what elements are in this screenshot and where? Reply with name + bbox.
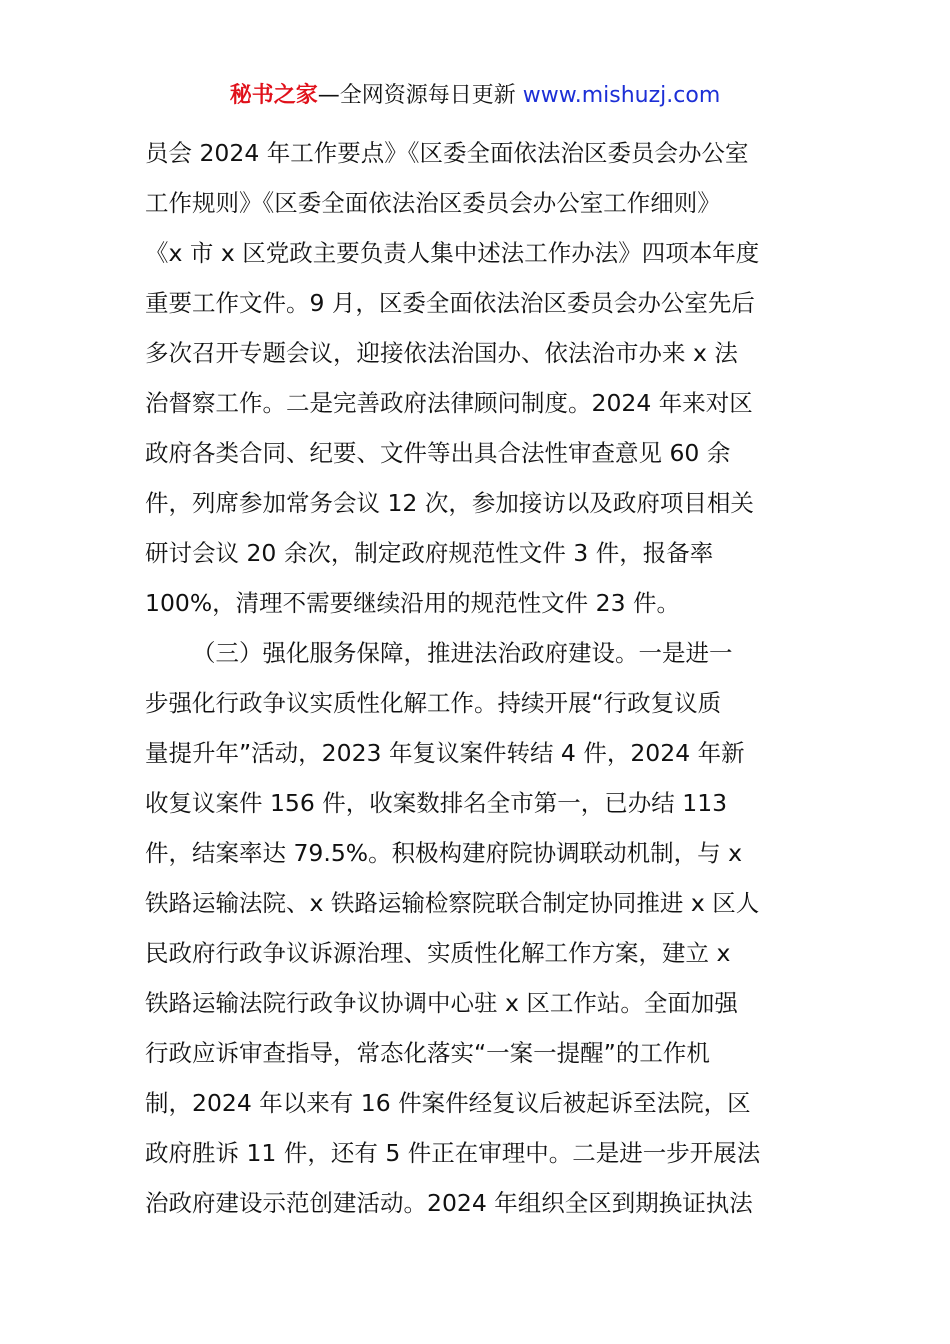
section-heading-line: （三）强化服务保障，推进法治政府建设。一是进一 [192,639,733,667]
text-line: 重要工作文件。9 月，区委全面依法治区委员会办公室先后 [145,289,755,317]
brand-name: 秘书之家 [229,83,318,108]
text-line: 《x 市 x 区党政主要负责人集中述法工作办法》四项本年度 [145,239,760,267]
text-line: 步强化行政争议实质性化解工作。持续开展“行政复议质 [145,689,722,717]
text-line: 政府各类合同、纪要、文件等出具合法性审查意见 60 余 [145,439,731,467]
text-line: 民政府行政争议诉源治理、实质性化解工作方案，建立 x [145,939,731,967]
text-line: 多次召开专题会议，迎接依法治国办、依法治市办来 x 法 [145,339,738,367]
text-line: 100%，清理不需要继续沿用的规范性文件 23 件。 [145,589,681,617]
text-line: 收复议案件 156 件，收案数排名全市第一，已办结 113 [145,789,728,817]
text-line: 政府胜诉 11 件，还有 5 件正在审理中。二是进一步开展法 [145,1139,761,1167]
text-line: 工作规则》《区委全面依法治区委员会办公室工作细则》 [145,189,721,217]
text-line: 铁路运输法院、x 铁路运输检察院联合制定协同推进 x 区人 [145,889,760,917]
text-line: 治督察工作。二是完善政府法律顾问制度。2024 年来对区 [145,389,753,417]
document-body [145,128,815,1228]
text-line: 制，2024 年以来有 16 件案件经复议后被起诉至法院，区 [145,1089,751,1117]
site-header [0,80,950,112]
text-line: 铁路运输法院行政争议协调中心驻 x 区工作站。全面加强 [145,989,738,1017]
site-url: www.mishuzj.com [522,83,721,108]
text-line: 行政应诉审查指导，常态化落实“一案一提醒”的工作机 [145,1039,710,1067]
text-line: 员会 2024 年工作要点》《区委全面依法治区委员会办公室 [145,139,749,167]
text-line: 件，列席参加常务会议 12 次，参加接访以及政府项目相关 [145,489,754,517]
text-line: 量提升年”活动，2023 年复议案件转结 4 件，2024 年新 [145,739,745,767]
text-line: 研讨会议 20 余次，制定政府规范性文件 3 件，报备率 [145,539,714,567]
text-line: 治政府建设示范创建活动。2024 年组织全区到期换证执法 [145,1189,753,1217]
header-tagline: —全网资源每日更新 [317,83,516,108]
text-line: 件，结案率达 79.5%。积极构建府院协调联动机制，与 x [145,839,743,867]
